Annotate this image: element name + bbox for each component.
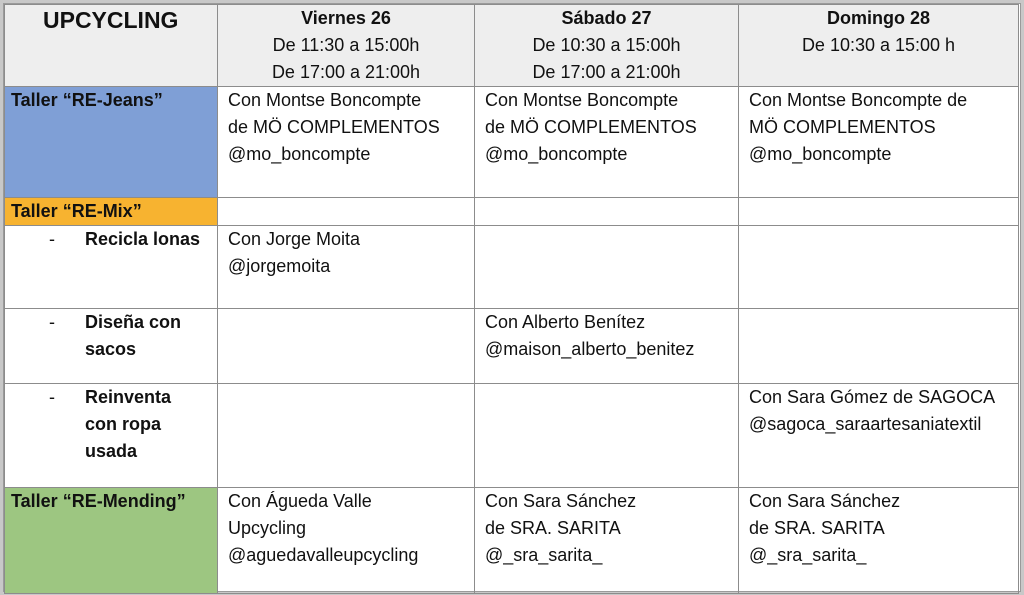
bullet-dash: - — [49, 312, 55, 332]
schedule-cell — [739, 384, 1019, 488]
day-header-sabado — [475, 5, 739, 87]
cell-text: de MÖ COMPLEMENTOS — [228, 117, 440, 137]
cell-text: Upcycling — [228, 518, 307, 538]
schedule-cell — [475, 488, 739, 594]
schedule-cell — [739, 488, 1019, 594]
workshop-label-re-mix: Taller “RE-Mix” — [5, 198, 218, 226]
cell-text: @maison_alberto_benitez — [485, 339, 695, 359]
cell-text: Con Montse Boncompte — [485, 90, 679, 110]
header-row — [5, 5, 1019, 87]
cell-text: @jorgemoita — [228, 256, 331, 276]
cell-text: @mo_boncompte — [485, 144, 628, 164]
schedule-cell — [475, 87, 739, 198]
row-recicla-lonas — [5, 226, 1019, 309]
bullet-dash: - — [49, 387, 55, 407]
sub-workshop-name: Reinventa — [85, 387, 172, 407]
schedule-cell — [218, 87, 475, 198]
schedule-cell — [739, 309, 1019, 384]
workshop-label-re-jeans: Taller “RE-Jeans” — [5, 87, 218, 198]
day-hours: De 17:00 a 21:00h — [271, 62, 421, 82]
table-title-cell — [5, 5, 218, 87]
cell-text: de SRA. SARITA — [749, 518, 885, 538]
cell-text: @sagoca_saraartesaniatextil — [749, 414, 982, 434]
sub-workshop-label — [5, 309, 218, 384]
schedule-cell — [218, 384, 475, 488]
sub-workshop-label — [5, 226, 218, 309]
cell-text: Con Alberto Benítez — [485, 312, 646, 332]
row-re-jeans — [5, 87, 1019, 198]
day-name: Sábado 27 — [561, 8, 652, 28]
schedule-table — [4, 4, 1019, 594]
cell-text: Con Sara Sánchez — [485, 491, 637, 511]
cell-text: Con Montse Boncompte de — [749, 90, 968, 110]
day-hours: De 10:30 a 15:00h — [532, 35, 681, 55]
day-hours: De 11:30 a 15:00h — [272, 35, 420, 55]
schedule-cell — [218, 309, 475, 384]
schedule-cell — [218, 488, 475, 594]
day-name: Domingo 28 — [826, 8, 930, 28]
bullet-dash: - — [49, 229, 55, 249]
schedule-cell — [475, 226, 739, 309]
cell-text: @mo_boncompte — [228, 144, 371, 164]
workshop-label-re-mending: Taller “RE-Mending” — [5, 488, 218, 594]
day-hours: De 17:00 a 21:00h — [532, 62, 681, 82]
cell-text: @_sra_sarita_ — [485, 545, 603, 565]
cell-text: Con Jorge Moita — [228, 229, 361, 249]
sub-workshop-name: sacos — [85, 339, 137, 359]
sub-workshop-name: Recicla lonas — [85, 229, 201, 249]
row-reinventa-ropa — [5, 384, 1019, 488]
cell-text: Con Sara Gómez de SAGOCA — [749, 387, 996, 407]
cell-text: @mo_boncompte — [749, 144, 892, 164]
day-hours: De 10:30 a 15:00 h — [801, 35, 956, 55]
cell-text: de MÖ COMPLEMENTOS — [485, 117, 697, 137]
schedule-cell — [218, 198, 475, 226]
row-re-mending — [5, 488, 1019, 594]
cell-text: Con Sara Sánchez — [749, 491, 901, 511]
schedule-cell — [218, 226, 475, 309]
schedule-cell — [475, 198, 739, 226]
row-re-mix — [5, 198, 1019, 226]
day-name: Viernes 26 — [301, 8, 391, 28]
schedule-cell — [739, 198, 1019, 226]
sub-workshop-label — [5, 384, 218, 488]
schedule-cell — [739, 87, 1019, 198]
cell-text: Con Montse Boncompte — [228, 90, 422, 110]
row-disena-sacos — [5, 309, 1019, 384]
sub-workshop-name: con ropa — [85, 414, 162, 434]
schedule-cell — [475, 384, 739, 488]
table-title: UPCYCLING — [43, 7, 179, 33]
cell-text: @aguedavalleupcycling — [228, 545, 419, 565]
day-header-viernes — [218, 5, 475, 87]
cell-text: @_sra_sarita_ — [749, 545, 867, 565]
schedule-cell — [739, 226, 1019, 309]
day-header-domingo — [739, 5, 1019, 87]
cell-text: Con Águeda Valle — [228, 491, 372, 511]
sub-workshop-name: Diseña con — [85, 312, 182, 332]
cell-text: MÖ COMPLEMENTOS — [749, 117, 936, 137]
schedule-cell — [475, 309, 739, 384]
cell-text: de SRA. SARITA — [485, 518, 621, 538]
sub-workshop-name: usada — [85, 441, 138, 461]
